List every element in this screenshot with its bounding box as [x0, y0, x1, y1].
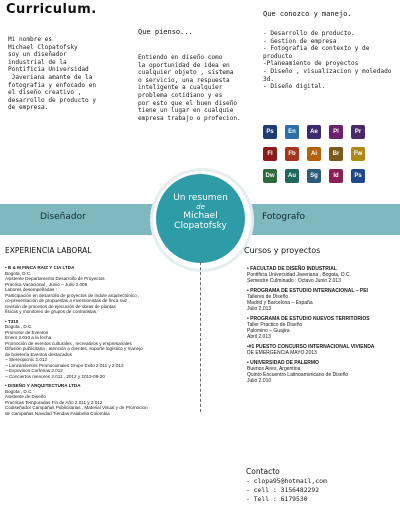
cursos-line: DE EMERGENCIA MAYO 2013 — [247, 350, 317, 356]
about-line: fotografia y enfocado en — [8, 81, 97, 89]
experiencia-line: Practica Vacacional , Junio – Julio 2.009 — [5, 281, 88, 287]
que-pienso-line: Entiendo en diseño como — [138, 54, 223, 61]
cursos-line: Julio 2.013 — [247, 306, 272, 312]
que-pienso-line: cualquier objeto , sistema — [138, 69, 234, 77]
experiencia-heading: EXPERIENCIA LABORAL — [5, 246, 92, 255]
contacto-line: - Tell : 6179530 — [246, 495, 308, 503]
conozco-item: 3d. — [263, 75, 275, 83]
after-effects-icon: Ae — [307, 125, 321, 139]
cursos-line: Pontificia Universidad Javeriana , Bogota, D.C. — [247, 272, 351, 278]
que-pienso-text — [138, 54, 260, 122]
experiencia-line: Difusión publicitaria , atención a clientes, soporte logístico y manejo — [5, 346, 143, 351]
dreamweaver-icon: Dw — [263, 169, 277, 183]
cursos-line: •#1 PUESTO CONCURSO INTERNACIONAL VIVIENDA — [247, 344, 375, 350]
contacto-list — [246, 477, 396, 504]
conozco-heading: Que conozco y manejo. — [263, 10, 352, 18]
about-line: desarrollo de producto y — [8, 96, 97, 104]
experiencia-line: ~ Conciertos menores 2.011 , 2012 y 2013-09-20 — [5, 373, 105, 379]
about-line: Javeriana amante de la — [8, 73, 93, 81]
about-line: Mi nombre es — [8, 36, 53, 43]
about-line: el diseño creativo , — [8, 89, 82, 97]
experiencia-line: de Campañas Navidad Tiendas Falabella Colombia — [5, 410, 110, 416]
cursos-line: • PROGRAMA DE ESTUDIO INTERNACIONAL – PEI — [247, 288, 368, 294]
que-pienso-heading: Que pienso... — [138, 28, 193, 36]
about-me-text — [8, 36, 126, 112]
experiencia-line: Promotor de Eventos — [5, 329, 49, 335]
circle-line-4: Clopatofsky — [174, 221, 227, 231]
fireworks-icon: Fw — [351, 147, 365, 161]
experiencia-line: • T310 — [5, 318, 19, 324]
conozco-item: producto — [263, 52, 293, 60]
experiencia-line: Practicas Temporadas Fin de Año 2.011 y 2.012 — [5, 399, 103, 405]
experiencia-line: revisión de procesos de ejecución de obras de plantas — [5, 303, 116, 309]
contacto-line: - clopa95@hotmail,com — [246, 477, 327, 485]
cursos-line: • FACULTAD DE DISEÑO INDUSTRIAL — [247, 266, 337, 272]
que-pienso-line: problema cotidiano y es — [138, 91, 223, 99]
photoshop-alt-icon: Ps — [351, 169, 365, 183]
experiencia-line: Bogota , D.C. — [5, 324, 33, 329]
cursos-heading: Cursos y proyectos — [244, 246, 321, 255]
experiencia-line: Codiseñador Campañas Publicitarias , Material Visual y de Promocion — [5, 405, 148, 410]
indesign-icon: Id — [329, 169, 343, 183]
cursos-line: Semestre Culminado : Octavo Junio 2.013 — [247, 278, 341, 284]
flash-builder-icon: Fb — [285, 147, 299, 161]
contacto-line: - cell : 3156482292 — [246, 486, 320, 494]
cursos-line: Madrid y Barcelona – España — [247, 300, 313, 306]
experiencia-line: Asistente Departamento Desarrollo de Proyectos — [5, 276, 105, 281]
cursos-line: • PROGRAMA DE ESTUDIO NUEVOS TERRITORIOS — [247, 316, 370, 322]
que-pienso-line: o servicio, una respuesta — [138, 76, 230, 84]
experiencia-line: Participación en desarrollo de proyectos de índole arquitectónico , — [5, 292, 140, 298]
role-photographer-label: Fotografo — [262, 212, 306, 222]
about-line: Pontificia Universidad — [8, 66, 89, 74]
experiencia-line: ~ Expovinos Corferias 2.012 — [5, 368, 63, 373]
experiencia-line: físicas y monitoreo de grupos de contratistas. — [5, 309, 98, 314]
photoshop-icon: Ps — [263, 125, 277, 139]
experiencia-line: ~ Stereopicnic 2.012 — [5, 357, 48, 362]
que-pienso-line: por esto que el buen diseño — [138, 99, 238, 107]
circle-line-2: de — [196, 203, 205, 211]
cursos-line: Quinto Encuentro Latinoamericano de Diseño — [247, 372, 349, 378]
experiencia-line: ~ Lanzamientos Promocionales Grupo Éxito 2.011 y 2.012 — [5, 362, 124, 368]
cursos-line: Talleres de Diseño — [247, 294, 289, 300]
bridge-icon: Br — [329, 147, 343, 161]
conozco-item: -Planeamiento de proyectos — [263, 60, 359, 68]
experiencia-line: Enero 2.010 a la fecha — [5, 335, 52, 340]
que-pienso-line: inteligente a cualquier — [138, 84, 223, 92]
about-line: industrial de la — [8, 58, 67, 66]
prelude-icon: Pl — [329, 125, 343, 139]
cursos-list — [247, 266, 399, 384]
experiencia-line: Promoción de eventos culturales , recreativos y empresariales — [5, 340, 132, 346]
section-divider — [200, 262, 201, 412]
cursos-line: • UNIVERSIDAD DE PALERMO — [247, 360, 319, 366]
experiencia-line: • DISEÑO Y ARQUITECTURA LTDA — [5, 383, 81, 388]
about-line: de empresa. — [8, 104, 49, 112]
experiencia-line: • B & M FINCA RAIZ Y CIA LTDA — [5, 265, 75, 270]
cursos-line: Julio 2.010 — [247, 378, 272, 384]
conozco-item: - Desarrollo de producto. — [263, 30, 355, 37]
speedgrade-icon: Sg — [307, 169, 321, 183]
experiencia-line: Bogota, D.C. — [5, 270, 32, 276]
que-pienso-line: tiene un lugar en cualquie — [138, 107, 234, 115]
experiencia-line: Asistente de Diseño — [5, 394, 46, 399]
conozco-item: - Diseño , visualizacion y moledado — [263, 67, 392, 75]
cursos-line: Abril 2.013 — [247, 334, 271, 340]
experiencia-line: co-presentación de propuestas a inversionistas de finca raiz , — [5, 298, 130, 303]
encore-icon: En — [285, 125, 299, 139]
experiencia-list — [5, 265, 198, 416]
cursos-line: Buenos Aires, Argentina — [247, 366, 301, 372]
conozco-item: - Gestion de empresa — [263, 37, 337, 45]
circle-line-3: Michael — [183, 211, 218, 221]
illustrator-icon: Ai — [307, 147, 321, 161]
flash-icon: Fl — [263, 147, 277, 161]
contacto-heading: Contacto — [246, 467, 280, 476]
premiere-icon: Pr — [351, 125, 365, 139]
conozco-list — [263, 30, 398, 91]
experiencia-line: Bogota , D.C. — [5, 388, 33, 394]
about-line: Michael Clopatofsky — [8, 43, 78, 51]
summary-circle — [156, 174, 245, 263]
que-pienso-line: la oportunidad de idea en — [138, 61, 230, 69]
experiencia-line: de boletería Eventos destacados — [5, 351, 72, 357]
page-title: Curriculum. — [6, 2, 97, 17]
cursos-line: Palomino – Guajira — [247, 328, 290, 334]
cursos-line: Taller Practico de Diseño — [247, 322, 303, 328]
experiencia-line: Labores desempeñadas : — [5, 287, 57, 292]
conozco-item: - Fotografia de contexto y de — [263, 45, 370, 53]
conozco-item: - Diseño digital. — [263, 83, 326, 91]
audition-icon: Au — [285, 169, 299, 183]
about-line: soy un diseñador — [8, 51, 67, 59]
que-pienso-line: empresa trabajo o profecion. — [138, 114, 241, 122]
circle-line-1: Un resumen — [173, 193, 228, 203]
role-designer-label: Diseñador — [40, 212, 86, 222]
